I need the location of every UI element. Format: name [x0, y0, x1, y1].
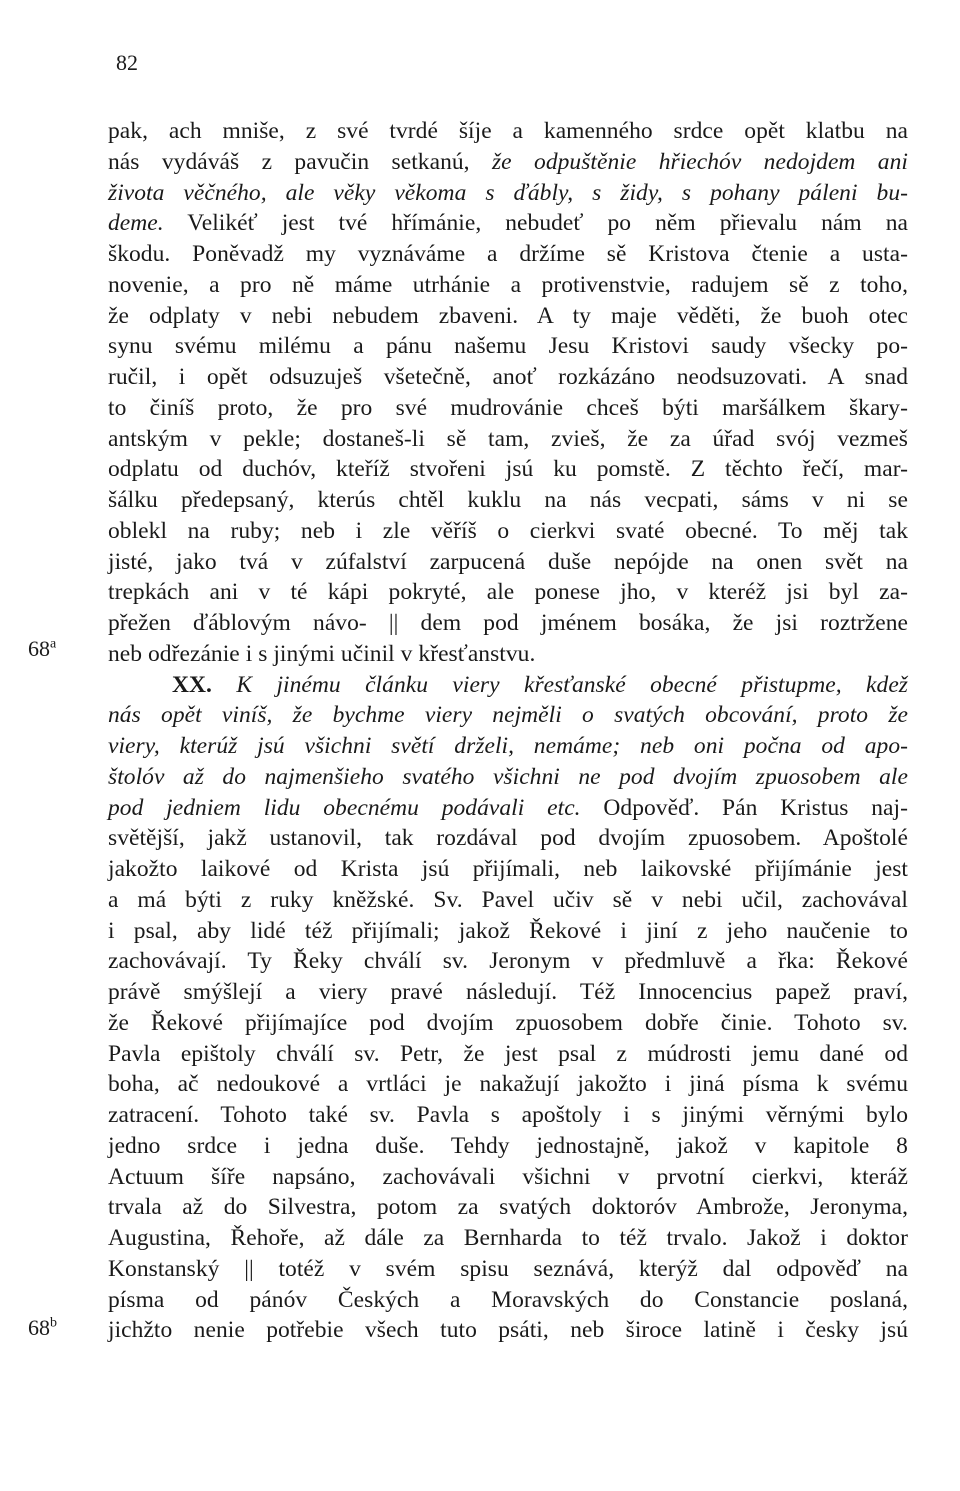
text-line: právě smýšlejí a viery pravé následují. Též Innocencius papež praví, [108, 979, 908, 1005]
text-line: pak, ach mniše, z své tvrdé šíje a kamenného srdce opět klatbu na [108, 118, 908, 144]
text-line: zatracení. Tohoto také sv. Pavla s apoštoly i s jinými věrnými bylo [108, 1102, 908, 1128]
section-heading-line [108, 670, 908, 701]
text-line: Pavla epištoly chválí sv. Petr, že jest psal z múdrosti jemu dané od [108, 1040, 908, 1067]
text-line: písma od pánóv Českých a Moravských do Constancie poslaná, [108, 1286, 908, 1313]
page-number: 82 [116, 50, 138, 75]
text-line: a má býti z ruky kněžské. Sv. Pavel učiv sě v nebi učil, zachovával [108, 886, 908, 913]
text-line: světější, jakž ustanovil, tak rozdával pod dvojím zpuosobem. Apoštolé [108, 825, 908, 852]
text-line: šálku předepsaný, kterús chtěl kuklu na nás vecpati, sáms v ni se [108, 487, 908, 513]
text-line: jisté, jako tvá v zúfalství zarpucená duše nepójde na onen svět na [108, 548, 908, 575]
text-line: trvala až do Silvestra, potom za svatých doktoróv Ambrože, Jeronyma, [108, 1194, 908, 1221]
italic-text: pod jedniem lidu obecnému podávali etc. [108, 794, 581, 821]
text-line: Augustina, Řehoře, až dále za Bernharda to též trvalo. Jakož i doktor [108, 1225, 908, 1251]
text-line: boha, ač nedoukové a vrtláci je nakažují jakožto i jiná písma k svému [108, 1071, 908, 1098]
margin-note-68b [28, 1315, 57, 1341]
text-line: že odplaty v nebi nebudem zbaveni. A ty maje věděti, že buoh otec [108, 302, 908, 329]
text-line: Actuum šíře napsáno, zachovávali všichni v prvotní cierkvi, kteráž [108, 1163, 908, 1190]
margin-note-suffix: a [50, 636, 57, 652]
text-line: jakožto laikové od Krista jsú přijímali, neb laikovské přijímánie jest [108, 856, 908, 882]
italic-text: K jinému článku viery křesťanské obecné přistupme, kdež [211, 671, 908, 698]
text-line: trepkách ani v té kápi pokryté, ale ponese jho, v kteréž jsi byl za- [108, 579, 908, 606]
text-line: antským v pekle; dostaneš-li sě tam, zvieš, že za úřad svój vezmeš [108, 425, 908, 452]
text-line: ručil, i opět odsuzuješ všetečně, anoť rozkázáno neodsuzovati. A snad [108, 364, 908, 390]
text-line: i psal, aby lidé též přijímali; jakož Řekové i jiní z jeho naučenie to [108, 917, 908, 944]
text-line: zachovávají. Ty Řeky chválí sv. Jeronym v předmluvě a řka: Řekové [108, 948, 908, 975]
text-line: viery, kterúž jsú všichni světí drželi, nemáme; neb oni počna od apo- [108, 733, 908, 759]
italic-text: deme. [108, 210, 164, 237]
margin-note-label: 68 [28, 1315, 50, 1340]
line-text: Velikéť jest tvé hřímánie, nebudeť po něm přievalu nám na [163, 210, 908, 237]
text-line: nás opět viníš, že bychme viery nejměli o svatých obcování, proto že [108, 702, 908, 729]
italic-text: že odpuštěnie hřiechóv nedojdem ani [491, 148, 908, 175]
text-line: neb odřezánie i s jinými učinil v křesťanstvu. [108, 640, 536, 667]
text-line: štolóv až do najmenšieho svatého všichni ne pod dvojím zpuosobem ale [108, 763, 908, 790]
body-text [108, 116, 908, 1346]
line-text: Odpověď. Pán Kristus naj- [580, 794, 908, 821]
margin-note-suffix: b [50, 1315, 57, 1331]
text-line: Konstanský || totéž v svém spisu seznává, kterýž dal odpověď na [108, 1255, 908, 1282]
text-line: života věčného, ale věky věkoma s ďábly, s židy, s pohany páleni bu- [108, 179, 908, 206]
text-line: přežen ďáblovým návo- || dem pod jménem bosáka, že jsi roztržene [108, 610, 908, 636]
text-line: synu svému milému a pánu našemu Jesu Kristovi saudy všecky po- [108, 333, 908, 360]
text-line: že Řekové přijímajíce pod dvojím zpuosobem dobře činie. Tohoto sv. [108, 1009, 908, 1036]
text-line: to činíš proto, že pro své mudrovánie chceš býti maršálkem škary- [108, 394, 908, 421]
margin-note-68a [28, 636, 56, 662]
text-line: oblekl na ruby; neb i zle věříš o cierkvi svaté obecné. To měj tak [108, 517, 908, 544]
line-text: nás vydáváš z pavučin setkanú, [108, 148, 492, 175]
text-line [108, 208, 908, 239]
text-line: novenie, a pro ně máme utrhánie a protivenstvie, radujem sě z toho, [108, 271, 908, 298]
text-line [108, 793, 908, 824]
text-line: jichžto nenie potřebie všech tuto psáti, neb široce latině i česky jsú [108, 1317, 908, 1344]
text-line: jedno srdce i jedna duše. Tehdy jednostajně, jakož v kapitole 8 [108, 1132, 908, 1159]
text-line: škodu. Poněvadž my vyznáváme a držíme sě Kristova čtenie a usta- [108, 241, 908, 267]
text-line [108, 147, 908, 178]
margin-note-label: 68 [28, 636, 50, 661]
section-number: XX. [172, 671, 212, 698]
text-line: odplatu od duchóv, kteříž stvořeni jsú ku pomstě. Z těchto řečí, mar- [108, 456, 908, 483]
